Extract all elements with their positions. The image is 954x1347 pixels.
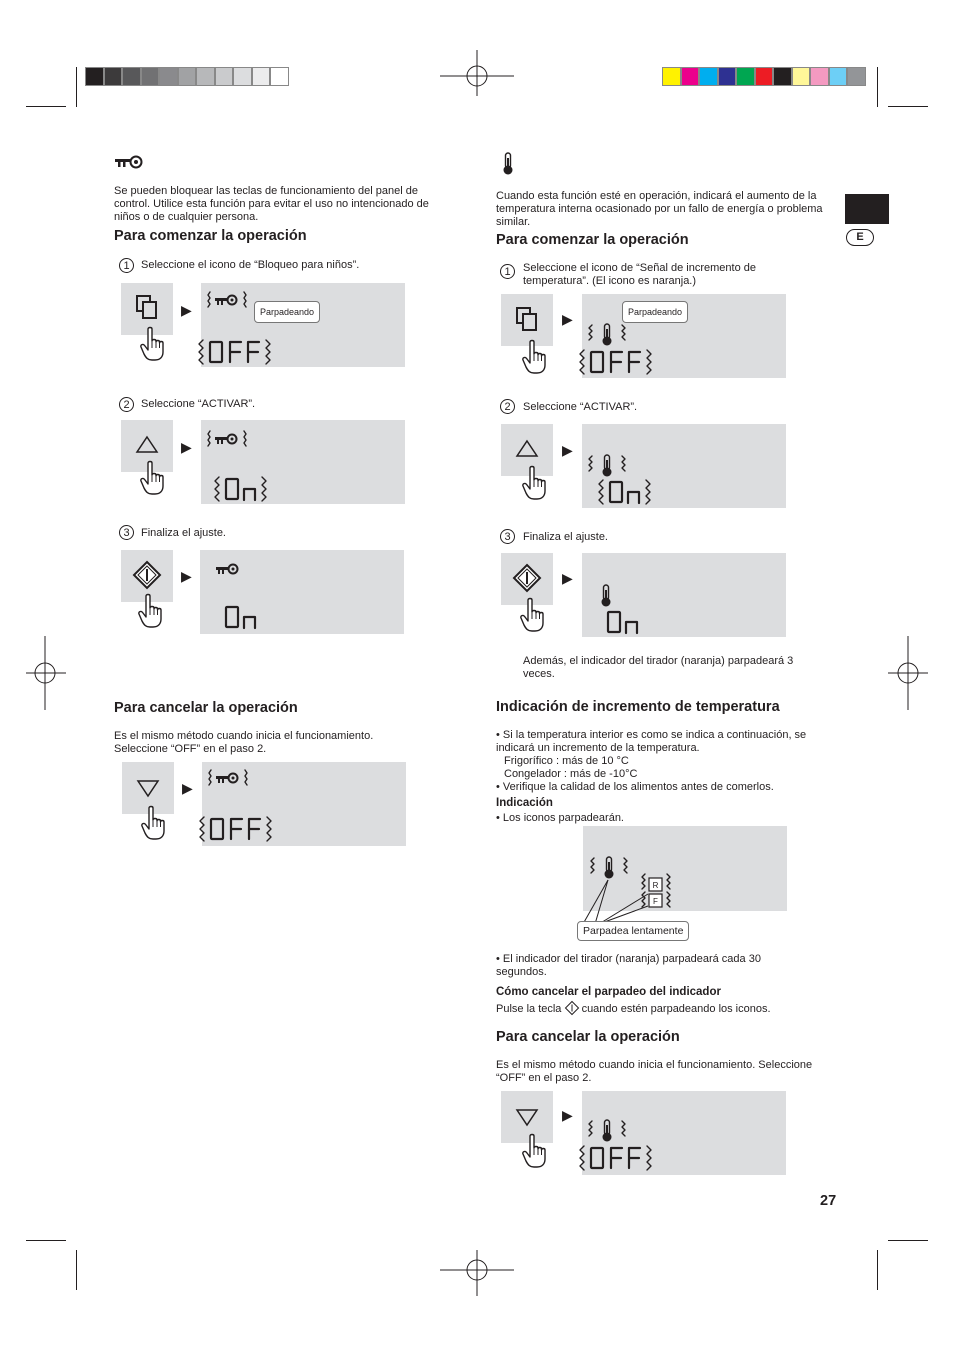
copy-icon xyxy=(516,307,540,333)
key-lock-icon xyxy=(215,562,241,576)
power-diamond-icon xyxy=(513,564,541,592)
hand-pointer-icon xyxy=(522,340,546,374)
power-diamond-icon xyxy=(565,1001,579,1015)
down-triangle-icon xyxy=(516,1108,538,1126)
hand-pointer-icon xyxy=(522,466,546,500)
down-triangle-icon xyxy=(137,779,159,797)
howto-post: cuando estén parpadeando los iconos. xyxy=(581,1003,771,1015)
step-number: 2 xyxy=(119,397,134,412)
up-triangle-icon xyxy=(516,440,538,458)
step-text: Seleccione el icono de “Bloqueo para niños”. xyxy=(141,259,360,271)
play-arrow-icon: ▶ xyxy=(181,439,192,455)
play-arrow-icon: ▶ xyxy=(562,570,573,586)
sub-heading: Indicación xyxy=(496,797,553,809)
section-heading: Para comenzar la operación xyxy=(496,232,689,248)
play-arrow-icon: ▶ xyxy=(181,302,192,318)
note-text: Además, el indicador del tirador (naranja) parpadeará 3 veces. xyxy=(523,655,794,680)
howto-pre: Pulse la tecla xyxy=(496,1003,562,1015)
off-readout xyxy=(577,1142,655,1174)
f-label: F xyxy=(653,897,658,906)
copy-icon xyxy=(136,295,160,321)
hand-pointer-icon xyxy=(138,594,162,628)
step-text: Finaliza el ajuste. xyxy=(523,531,608,543)
language-badge: E xyxy=(846,229,874,246)
page-number: 27 xyxy=(820,1193,837,1209)
step-text: Seleccione “ACTIVAR”. xyxy=(141,398,256,410)
intro-text: Cuando esta función esté en operación, indicará el aumento de la temperatura interna ocasionado por un fallo de energía o problema similar. xyxy=(496,190,823,228)
howto-line xyxy=(496,1001,771,1016)
play-arrow-icon: ▶ xyxy=(181,568,192,584)
off-readout xyxy=(196,336,274,368)
up-triangle-icon xyxy=(136,436,158,454)
on-readout xyxy=(224,605,264,631)
fridge-line: Frigorífico : más de 10 °C xyxy=(504,755,629,767)
blink-callout: Parpadeando xyxy=(622,301,688,323)
key-lock-icon xyxy=(207,290,247,310)
section-tab xyxy=(845,194,889,224)
hand-pointer-icon xyxy=(140,461,164,495)
off-readout xyxy=(197,813,275,845)
copy-button[interactable] xyxy=(501,294,553,346)
thermometer-icon xyxy=(599,584,613,608)
on-readout xyxy=(212,473,272,505)
thermometer-icon xyxy=(501,152,515,176)
cancel-text: Es el mismo método cuando inicia el funcionamiento. Seleccione “OFF” en el paso 2. xyxy=(496,1059,813,1084)
step-number: 1 xyxy=(119,258,134,273)
step-text: Seleccione el icono de “Señal de incremento de temperatura”. (El icono es naranja.) xyxy=(523,262,756,287)
section-heading: Para cancelar la operación xyxy=(496,1029,680,1045)
thermometer-icon xyxy=(588,1118,628,1144)
key-lock-icon xyxy=(207,429,247,449)
handle-note: • El indicador del tirador (naranja) parpadeará cada 30 segundos. xyxy=(496,953,761,978)
freezer-line: Congelador : más de -10°C xyxy=(504,768,638,780)
play-arrow-icon: ▶ xyxy=(562,1107,573,1123)
step-number: 3 xyxy=(500,529,515,544)
step-text: Finaliza el ajuste. xyxy=(141,527,226,539)
step-number: 2 xyxy=(500,399,515,414)
thermometer-icon xyxy=(588,322,628,348)
play-arrow-icon: ▶ xyxy=(562,311,573,327)
cancel-text: Es el mismo método cuando inicia el funcionamiento. Seleccione “OFF” en el paso 2. xyxy=(114,730,374,755)
on-readout xyxy=(606,610,646,636)
on-readout xyxy=(596,476,656,508)
intro-text: Se pueden bloquear las teclas de funcionamiento del panel de control. Utilice esta función para evitar el uso no intencionado de niños o de cualquier persona. xyxy=(114,185,429,223)
step-number: 1 xyxy=(500,264,515,279)
step-text: Seleccione “ACTIVAR”. xyxy=(523,401,638,413)
hand-pointer-icon xyxy=(522,1134,546,1168)
section-heading: Para cancelar la operación xyxy=(114,700,298,716)
off-readout xyxy=(577,346,655,378)
key-lock-icon xyxy=(114,154,144,170)
step-number: 3 xyxy=(119,525,134,540)
hand-pointer-icon xyxy=(141,806,165,840)
hand-pointer-icon xyxy=(520,598,544,632)
bullet-text: • Verifique la calidad de los alimentos antes de comerlos. xyxy=(496,781,774,793)
play-arrow-icon: ▶ xyxy=(562,442,573,458)
play-arrow-icon: ▶ xyxy=(182,780,193,796)
blink-callout: Parpadeando xyxy=(254,301,320,323)
section-heading: Indicación de incremento de temperatura xyxy=(496,699,780,715)
section-heading: Para comenzar la operación xyxy=(114,228,307,244)
key-lock-icon xyxy=(208,768,248,788)
hand-pointer-icon xyxy=(140,327,164,361)
bullet-text: • Los iconos parpadearán. xyxy=(496,812,624,824)
bullet-text: • Si la temperatura interior es como se indica a continuación, se indicará un incremento de la temperatura. xyxy=(496,729,807,754)
r-label: R xyxy=(652,881,659,890)
power-diamond-icon xyxy=(133,561,161,589)
slow-blink-callout: Parpadea lentamente xyxy=(577,921,689,941)
sub-heading: Cómo cancelar el parpadeo del indicador xyxy=(496,986,721,998)
